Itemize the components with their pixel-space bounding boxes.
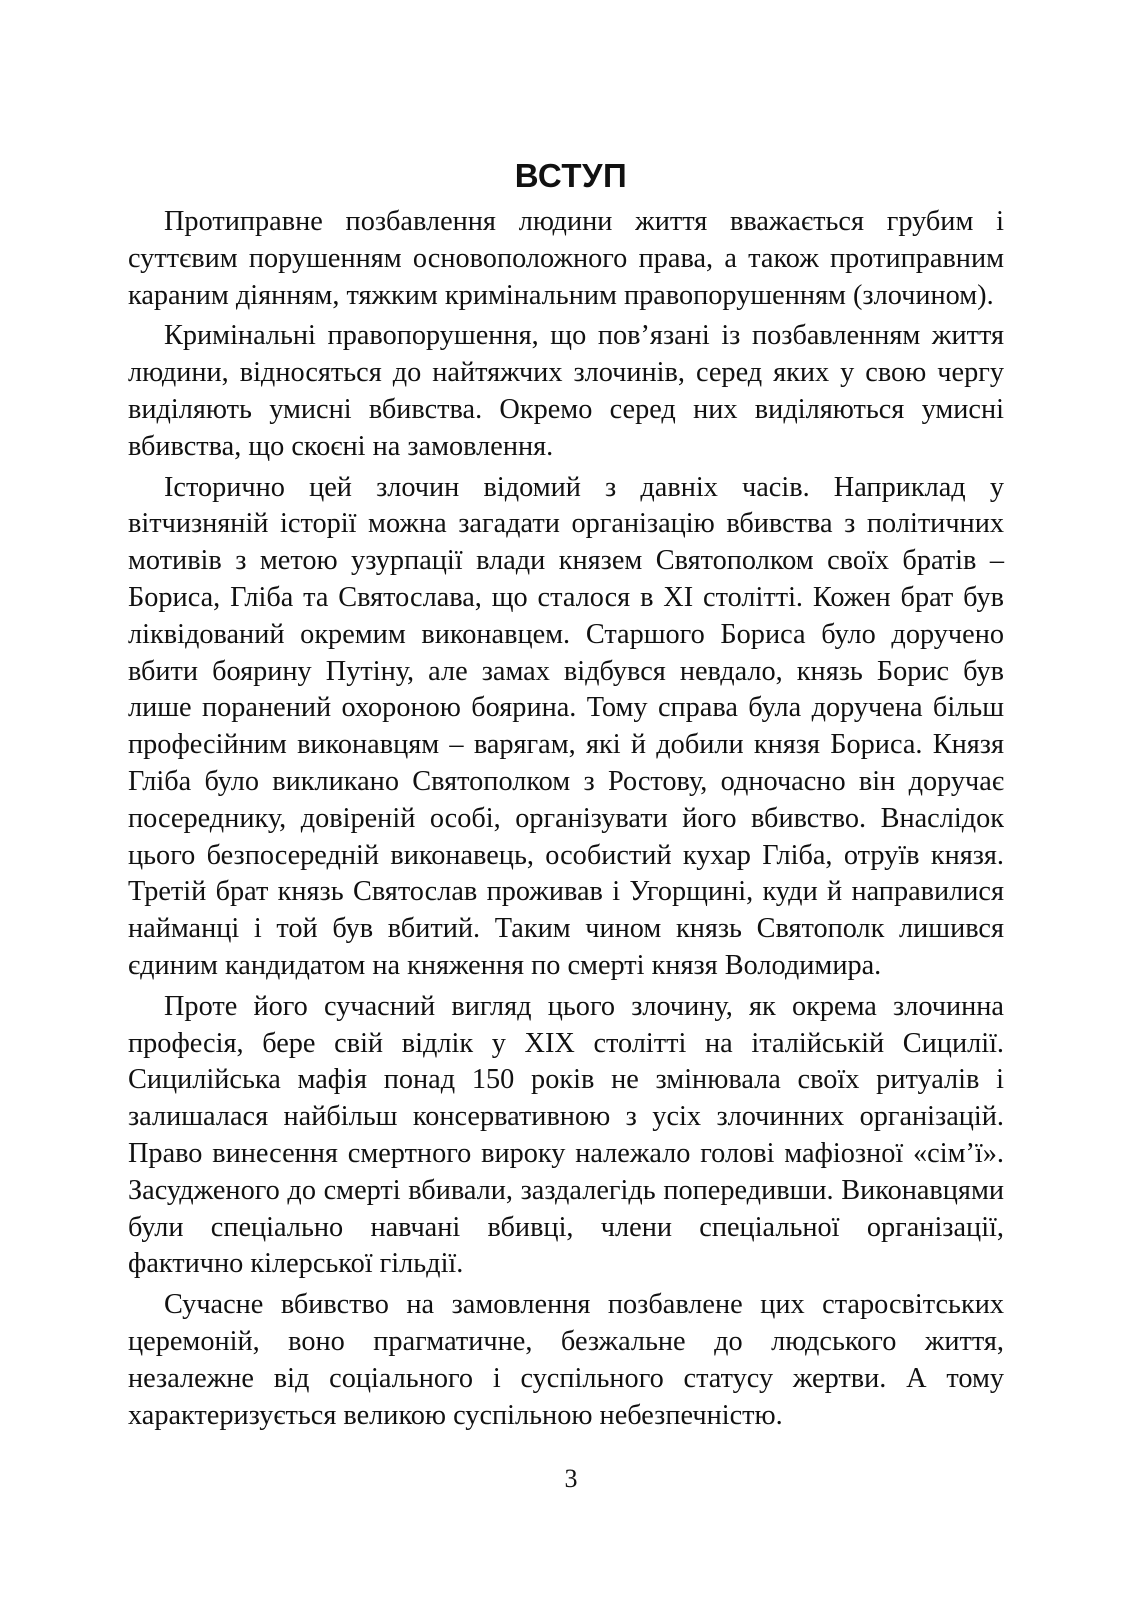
paragraph-5: Сучасне вбивство на замовлення позбавлене цих старосвітських церемоній, воно прагматичне, безжальне до людського життя, незалежне від соціального і суспільного статусу жертви. А тому характеризується великою суспільною небезпечністю. <box>128 1289 1004 1431</box>
page-number: 3 <box>564 1464 578 1493</box>
paragraph-1: Протиправне позбавлення людини життя вважається грубим і суттєвим порушенням основоположного права, а також протиправним караним діянням, тяжким кримінальним правопорушенням (злочином). <box>128 206 1004 311</box>
paragraph-2: Кримінальні правопорушення, що пов’язані із позбавленням життя людини, відносяться до найтяжчих злочинів, серед яких у свою чергу виділяють умисні вбивства. Окремо серед них виділяються умисні вбивства, що скоєні на замовлення. <box>128 320 1004 462</box>
section-heading: ВСТУП <box>514 157 628 195</box>
paragraph-4: Проте його сучасний вигляд цього злочину, як окрема злочинна професія, бере свій відлік у ХІХ столітті на італійській Сицилії. Сицилійська мафія понад 150 років не змінювала своїх ритуалів і залишалася найбільш консервативною з усіх злочинних організацій. Право винесення смертного вироку належало голові мафіозної «сім’ї». Засудженого до смерті вбивали, заздалегідь попередивши. Виконавцями були спеціально навчані вбивці, члени спеціальної організації, фактично кілерської гільдії. <box>128 990 1004 1280</box>
paragraph-3: Історично цей злочин відомий з давніх часів. Наприклад у вітчизняній історії можна загадати організацію вбивства з політичних мотивів з метою узурпації влади князем Святополком своїх братів – Бориса, Гліба та Святослава, що сталося в ХІ столітті. Кожен брат був ліквідований окремим виконавцем. Старшого Бориса було доручено вбити боярину Путіну, але замах відбувся невдало, князь Борис був лише поранений охороною боярина. Тому справа була доручена більш професійним виконавцям – варягам, які й добили князя Бориса. Князя Гліба було викликано Святополком з Ростову, одночасно він доручає посереднику, довіреній особі, організувати його вбивство. Внаслідок цього безпосередній виконавець, особистий кухар Гліба, отруїв князя. Третій брат князь Святослав проживав і Угорщині, куди й направилися найманці і той був вбитий. Таким чином князь Святополк лишився єдиним кандидатом на княження по смерті князя Володимира. <box>128 471 1004 981</box>
body-text <box>128 204 1004 1434</box>
